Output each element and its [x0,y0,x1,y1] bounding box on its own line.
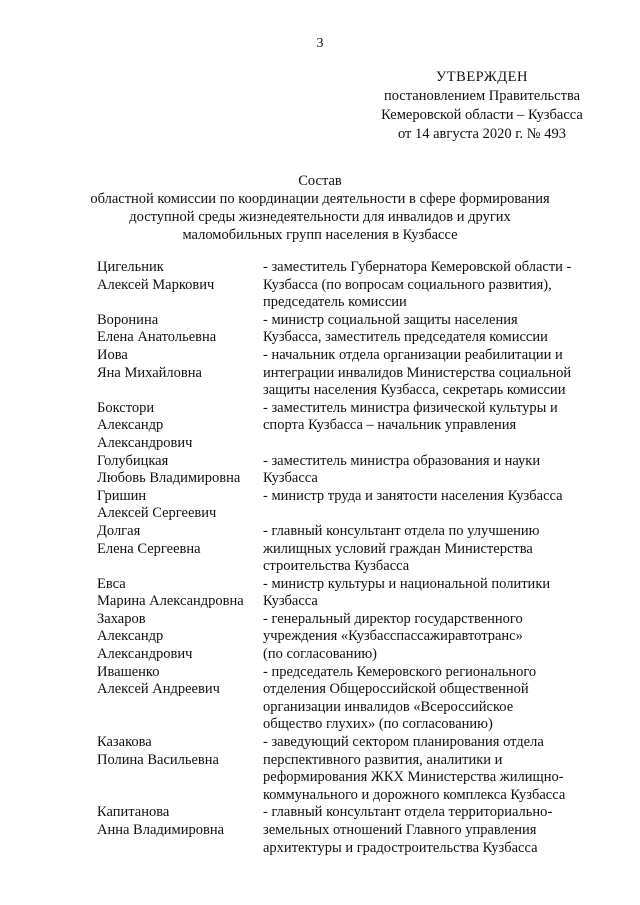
member-name-line: Александр [97,628,164,645]
title-line: доступной среды жизнедеятельности для инвалидов и других [129,209,511,225]
member-role-line: - главный консультант отдела по улучшению [263,522,540,539]
member-name [97,576,263,611]
member-name [97,400,263,453]
member-name-line: Голубицкая [97,452,169,469]
approval-line: постановлением Правительства [383,88,581,104]
member-name-line: Марина Александровна [97,593,244,610]
member-role-line: - заместитель министра образования и науки [263,452,541,469]
member-role-line: - министр социальной защиты населения [263,311,518,328]
page-number: 3 [316,36,324,51]
member-role-line: общество глухих» (по согласованию) [263,716,493,733]
member-name-line: Казакова [97,734,152,751]
approval-line: от 14 августа 2020 г. № 493 [397,126,567,142]
member-role-line: жилищных условий граждан Министерства [263,540,533,557]
member-role-line: архитектуры и градостроительства Кузбасса [263,839,538,856]
member-role-line: Кузбасса [263,593,318,610]
member-row [97,804,617,857]
member-name-line: Бокстори [97,399,155,416]
member-name-line: Елена Анатольевна [97,329,217,346]
member-row [97,312,617,347]
approval-heading: УТВЕРЖДЕН [436,69,528,85]
member-role [263,453,613,488]
member-role-line: интеграции инвалидов Министерства социальной [263,364,572,381]
member-row [97,664,617,734]
member-name-line: Яна Михайловна [97,364,202,381]
member-role-line: - заместитель Губернатора Кемеровской области - [263,259,572,275]
member-name-line: Александрович [97,434,193,451]
member-role-line: Кузбасса, заместитель председателя комиссии [263,329,548,346]
member-role-line: спорта Кузбасса – начальник управления [263,417,517,434]
approval-line: Кемеровской области – Кузбасса [381,107,583,123]
member-name-line: Александр [97,417,164,434]
member-role-line: коммунального и дорожного комплекса Кузбасса [263,786,566,803]
member-role-line: председатель комиссии [263,294,407,311]
member-role [263,734,613,804]
member-name-line: Александрович [97,646,193,663]
member-name-line: Полина Васильевна [97,751,219,768]
title-heading: Состав [298,173,342,189]
member-role-line: - заместитель министра физической культуры и [263,399,558,416]
member-name [97,453,263,488]
title-line: областной комиссии по координации деятельности в сфере формирования [90,191,550,207]
member-name-line: Долгая [97,522,141,539]
member-name-line: Любовь Владимировна [97,470,241,487]
member-name [97,611,263,664]
member-name-line: Алексей Андреевич [97,681,220,698]
member-row [97,347,617,400]
member-name [97,734,263,804]
document-title [70,172,570,244]
member-row [97,576,617,611]
member-name [97,312,263,347]
member-role-line: учреждения «Кузбасспассажиравтотранс» [263,628,523,645]
member-name [97,664,263,734]
member-row [97,734,617,804]
member-name-line: Елена Сергеевна [97,540,201,557]
members-list [97,259,617,857]
member-name [97,488,263,523]
member-row [97,400,617,453]
member-role [263,259,613,312]
title-line: маломобильных групп населения в Кузбассе [182,227,458,243]
member-role-line: Кузбасса [263,470,318,487]
member-name-line: Гришин [97,487,147,504]
member-name-line: Анна Владимировна [97,822,225,838]
member-name [97,523,263,576]
member-role-line: - начальник отдела организации реабилитации и [263,346,563,363]
member-role [263,312,613,347]
member-name-line: Воронина [97,311,159,328]
member-name [97,347,263,400]
member-row [97,453,617,488]
member-role-line: - председатель Кемеровского регионального [263,663,537,680]
member-name-line: Капитанова [97,804,170,821]
member-role-line: отделения Общероссийской общественной [263,681,529,698]
member-name-line: Евса [97,575,126,592]
member-role [263,400,613,453]
member-role-line: - заведующий сектором планирования отдела [263,734,544,751]
member-role-line: - министр труда и занятости населения Кузбасса [263,487,563,504]
member-role [263,576,613,611]
member-name-line: Алексей Сергеевич [97,505,217,522]
member-role-line: защиты населения Кузбасса, секретарь комиссии [263,382,566,399]
member-role-line: Кузбасса (по вопросам социального развития), [263,276,552,293]
member-role-line: реформирования ЖКХ Министерства жилищно- [263,769,564,786]
member-name-line: Ивашенко [97,663,160,680]
member-role [263,488,613,523]
member-role [263,804,613,857]
member-row [97,523,617,576]
member-role-line: земельных отношений Главного управления [263,822,537,838]
member-name-line: Цигельник [97,259,164,275]
member-name-line: Иова [97,346,128,363]
member-role-line: (по согласованию) [263,646,377,663]
approval-stamp [372,68,592,144]
member-role-line: строительства Кузбасса [263,558,410,575]
member-row [97,611,617,664]
member-row [97,488,617,523]
member-name [97,804,263,857]
member-name-line: Алексей Маркович [97,276,215,293]
member-role-line: перспективного развития, аналитики и [263,751,503,768]
member-role-line: - главный консультант отдела территориально- [263,804,553,821]
member-name-line: Захаров [97,610,146,627]
member-role [263,347,613,400]
member-name [97,259,263,312]
member-role [263,523,613,576]
member-role-line: организации инвалидов «Всероссийское [263,698,514,715]
member-role [263,611,613,664]
member-role [263,664,613,734]
member-row [97,259,617,312]
member-role-line: - министр культуры и национальной политики [263,575,551,592]
member-role-line: - генеральный директор государственного [263,610,523,627]
